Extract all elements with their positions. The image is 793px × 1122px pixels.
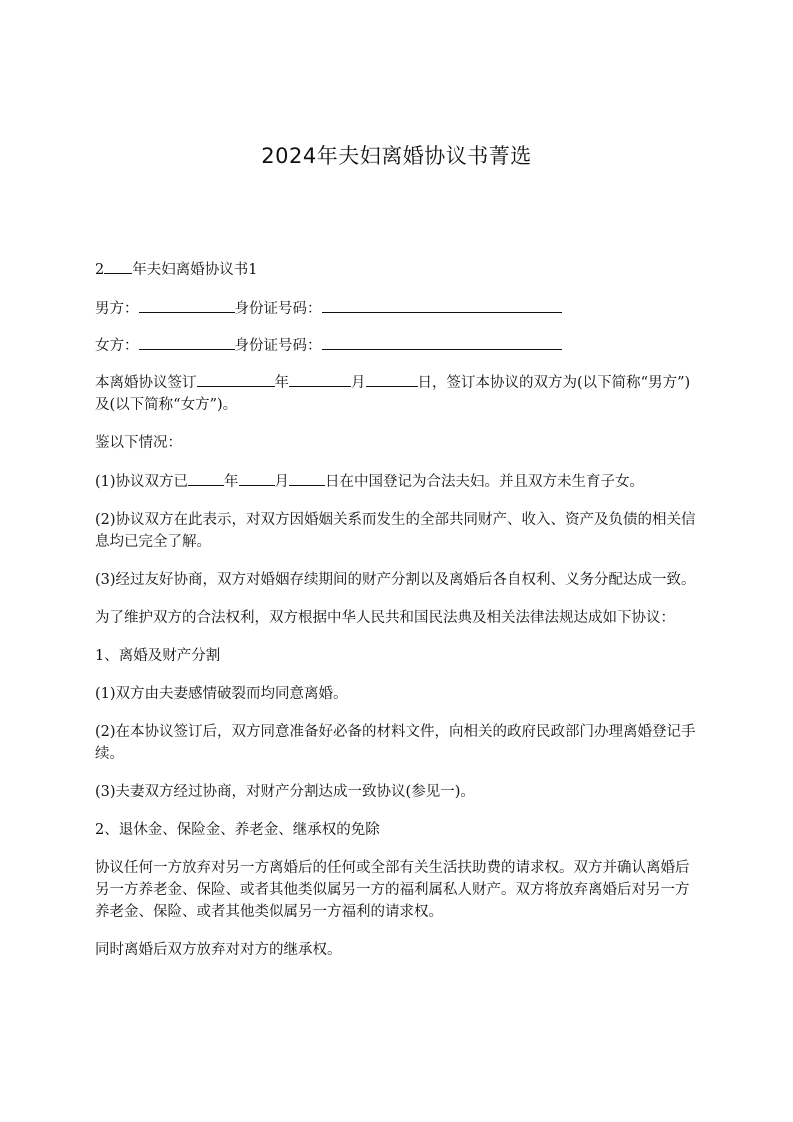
whereas-item-2: (2)协议双方在此表示，对双方因婚姻关系而发生的全部共同财产、收入、资产及负债的相关信息均已完全了解。: [95, 512, 696, 550]
intro-paragraph: 为了维护双方的合法权利，双方根据中华人民共和国民法典及相关法律法规达成如下协议：: [95, 610, 675, 626]
whereas-line: 鉴以下情况：: [95, 435, 182, 451]
sign-day-blank: [366, 371, 418, 387]
sign-text-1: 本离婚协议签订: [95, 375, 197, 391]
female-party-line: [95, 334, 700, 357]
document-title: 2024年夫妇离婚协议书菁选: [261, 144, 532, 168]
heading-suffix: 年夫妇离婚协议书1: [132, 262, 258, 278]
section-2-paragraph-2: 同时离婚后双方放弃对对方的继承权。: [95, 942, 342, 958]
item1-text-rest: 日在中国登记为合法夫妇。并且双方未生育子女。: [325, 474, 645, 490]
whereas-item-1: [95, 470, 700, 493]
section-1-item-1: (1)双方由夫妻感情破裂而均同意离婚。: [95, 686, 348, 702]
heading-prefix: 2: [95, 262, 105, 278]
section-1-item-3: (3)夫妻双方经过协商，对财产分割达成一致协议(参见一)。: [95, 784, 475, 800]
signing-paragraph: [95, 371, 700, 416]
female-name-blank: [139, 334, 235, 350]
female-id-blank: [322, 334, 562, 350]
blank-year-field: [104, 258, 132, 274]
item1-text-1: (1)协议双方已: [95, 474, 189, 490]
agreement-heading: [95, 258, 700, 281]
document-body: [95, 258, 700, 977]
sign-year-blank: [197, 371, 275, 387]
item1-year-blank: [188, 470, 224, 486]
whereas-item-3: (3)经过友好协商，双方对婚姻存续期间的财产分割以及离婚后各自权利、义务分配达成一致。: [95, 572, 696, 588]
sign-text-rest: 日，签订本协议的双方为(以下简称“男方”)及(以下简称“女方”)。: [95, 375, 691, 413]
section-2-heading: 2、退休金、保险金、养老金、继承权的免除: [95, 822, 380, 838]
female-label: 女方：: [95, 338, 139, 354]
section-1-heading: 1、离婚及财产分割: [95, 648, 221, 664]
female-id-label: 身份证号码：: [234, 338, 322, 354]
sign-month-blank: [289, 371, 351, 387]
item1-year-label: 年: [224, 474, 239, 490]
item1-month-blank: [239, 470, 275, 486]
section-1-item-2: (2)在本协议签订后，双方同意准备好必备的材料文件，向相关的政府民政部门办理离婚登记手续。: [95, 724, 696, 762]
male-label: 男方：: [95, 301, 139, 317]
sign-year-label: 年: [274, 375, 289, 391]
male-party-line: [95, 297, 700, 320]
sign-month-label: 月: [351, 375, 366, 391]
male-id-label: 身份证号码：: [234, 301, 322, 317]
item1-month-label: 月: [274, 474, 290, 490]
section-2-paragraph-1: 协议任何一方放弃对另一方离婚后的任何或全部有关生活扶助费的请求权。双方并确认离婚后另一方养老金、保险、或者其他类似属另一方的福利属私人财产。双方将放弃离婚后对另一方养老金、保险、或者其他类似属另一方福利的请求权。: [95, 860, 690, 920]
male-id-blank: [322, 297, 562, 313]
item1-day-blank: [289, 470, 325, 486]
male-name-blank: [139, 297, 235, 313]
